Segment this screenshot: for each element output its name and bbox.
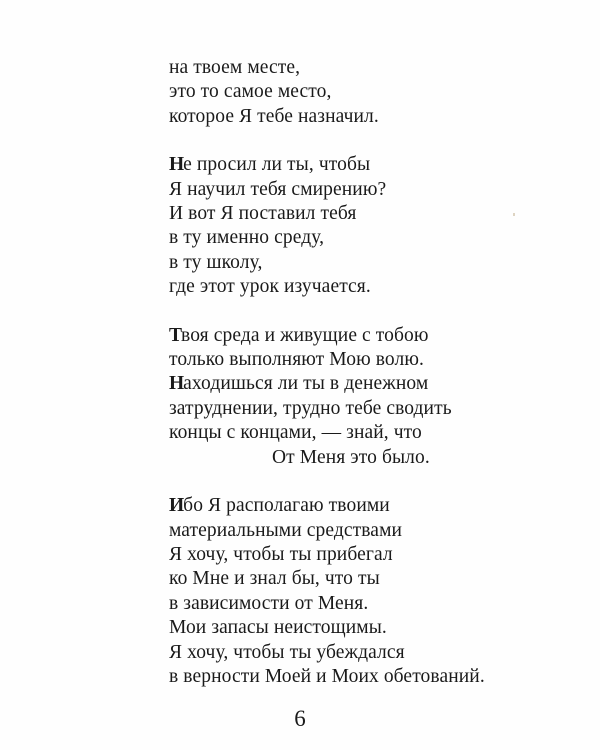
text-line bbox=[169, 56, 509, 80]
text-line bbox=[169, 519, 509, 543]
line-text: Я научил тебя смирению? bbox=[169, 178, 387, 200]
text-line bbox=[169, 202, 509, 226]
text-line bbox=[169, 372, 509, 396]
line-text: е просил ли ты, чтобы bbox=[183, 154, 371, 176]
line-text: Мои запасы неистощимы. bbox=[169, 617, 387, 639]
line-text: концы с концами, — знай, что bbox=[169, 422, 422, 444]
text-line bbox=[169, 421, 509, 445]
line-text: где этот урок изучается. bbox=[169, 276, 371, 298]
line-text: это то самое место, bbox=[169, 81, 332, 103]
stanza bbox=[169, 56, 509, 129]
initial-letter: Т bbox=[169, 324, 182, 346]
line-text: бо Я располагаю твоими bbox=[183, 495, 390, 517]
text-line bbox=[169, 446, 509, 470]
stanza bbox=[169, 153, 509, 299]
line-text: воя среда и живущие с тобою bbox=[181, 324, 429, 346]
text-line bbox=[169, 153, 509, 177]
text-line bbox=[169, 105, 509, 129]
text-line bbox=[169, 616, 509, 640]
line-text: в ту именно среду, bbox=[169, 227, 325, 249]
line-text: затруднении, трудно тебе сводить bbox=[169, 397, 452, 419]
line-text: Я хочу, чтобы ты убеждался bbox=[169, 641, 405, 663]
line-text: От Меня это было. bbox=[272, 446, 430, 468]
line-text: материальными средствами bbox=[169, 519, 403, 541]
stanza bbox=[169, 324, 509, 470]
line-text: на твоем месте, bbox=[169, 57, 301, 78]
text-line bbox=[169, 567, 509, 591]
initial-letter: Н bbox=[169, 373, 184, 395]
stanza bbox=[169, 494, 509, 689]
text-line bbox=[169, 592, 509, 616]
page-number: 6 bbox=[294, 706, 306, 731]
initial-letter: Н bbox=[169, 154, 184, 176]
text-line bbox=[169, 348, 509, 372]
line-text: только выполняют Мою волю. bbox=[169, 349, 424, 371]
line-text: аходишься ли ты в денежном bbox=[183, 373, 429, 395]
line-text: в ту школу, bbox=[169, 251, 263, 273]
text-line bbox=[169, 641, 509, 665]
text-line bbox=[169, 178, 509, 202]
line-text: в зависимости от Меня. bbox=[169, 592, 369, 614]
line-text: в верности Моей и Моих обетований. bbox=[169, 665, 485, 687]
text-line bbox=[169, 226, 509, 250]
text-line bbox=[169, 494, 509, 518]
line-text: ко Мне и знал бы, что ты bbox=[169, 568, 380, 590]
text-line bbox=[169, 665, 509, 689]
poem-text bbox=[169, 56, 509, 713]
line-text: И вот Я поставил тебя bbox=[169, 203, 357, 225]
line-text: которое Я тебе назначил. bbox=[169, 105, 379, 127]
text-line bbox=[169, 80, 509, 104]
text-line bbox=[169, 251, 509, 275]
initial-letter: И bbox=[169, 495, 184, 517]
text-line bbox=[169, 397, 509, 421]
line-text: Я хочу, чтобы ты прибегал bbox=[169, 543, 393, 565]
text-line bbox=[169, 324, 509, 348]
text-line bbox=[169, 275, 509, 299]
paper-speck bbox=[513, 213, 515, 216]
text-line bbox=[169, 543, 509, 567]
